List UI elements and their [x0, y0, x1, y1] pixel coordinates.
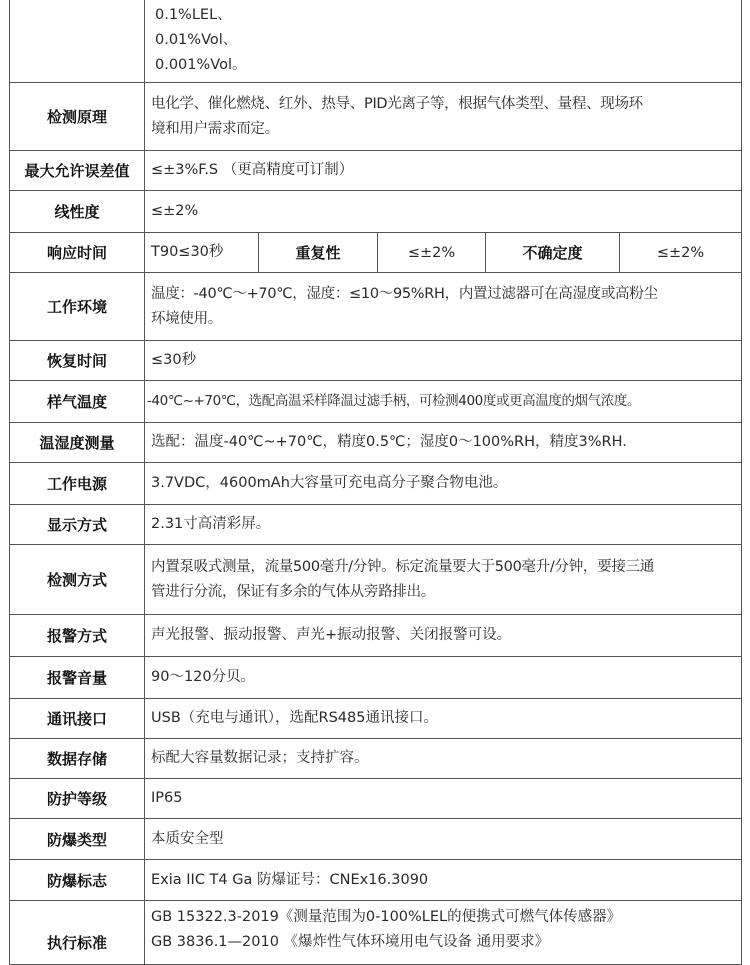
row-ex-mark: [10, 860, 742, 901]
row-alarm-volume: [10, 657, 742, 699]
row-recovery: [10, 341, 742, 381]
row-value: 2.31寸高清彩屏。: [145, 505, 742, 545]
row-label: 防爆标志: [10, 860, 145, 901]
row-label: 显示方式: [10, 505, 145, 545]
row-temp-humidity: [10, 423, 742, 463]
value-line: 0.1%LEL、: [155, 7, 232, 23]
row-label: 防护等级: [10, 779, 145, 819]
row-label: 防爆类型: [10, 819, 145, 860]
row-value: ≤30秒: [145, 341, 742, 381]
value-line: 0.01%Vol、: [155, 32, 238, 48]
row-sample-temp: [10, 381, 742, 423]
row-value: Exia IIC T4 Ga 防爆证号：CNEx16.3090: [145, 860, 742, 901]
row-value: 90～120分贝。: [145, 657, 742, 699]
row-value: [145, 273, 742, 341]
row-detection: [10, 545, 742, 615]
row-label: 执行标准: [10, 901, 145, 965]
value-line: 0.001%Vol。: [155, 57, 247, 73]
row-value: ≤±3%F.S （更高精度可订制）: [145, 151, 742, 191]
uncertainty-value: ≤±2%: [620, 233, 742, 273]
value-line: 环境使用。: [151, 310, 222, 327]
repeatability-value: ≤±2%: [378, 233, 486, 273]
row-value: [145, 901, 742, 965]
row-value: 3.7VDC，4600mAh大容量可充电高分子聚合物电池。: [145, 463, 742, 505]
row-value: 本质安全型: [145, 819, 742, 860]
repeatability-label: 重复性: [259, 233, 378, 273]
row-value: -40℃~+70℃，选配高温采样降温过滤手柄，可检测400度或更高温度的烟气浓度。: [145, 381, 742, 423]
row-value: ≤±2%: [145, 191, 742, 233]
row-label: 检测原理: [10, 83, 145, 151]
row-label: 温湿度测量: [10, 423, 145, 463]
value-line: 境和用户需求而定。: [151, 120, 279, 137]
value-line: 管进行分流，保证有多余的气体从旁路排出。: [151, 583, 435, 600]
row-standard: [10, 901, 742, 965]
value-line: 内置泵吸式测量，流量500毫升/分钟。标定流量要大于500毫升/分钟，要接三通: [151, 558, 654, 575]
row-value: IP65: [145, 779, 742, 819]
row-label: 工作环境: [10, 273, 145, 341]
row-label: 线性度: [10, 191, 145, 233]
row-value: [145, 83, 742, 151]
row-value: 选配：温度-40℃~+70℃，精度0.5℃；湿度0～100%RH，精度3%RH.: [145, 423, 742, 463]
row-label: 工作电源: [10, 463, 145, 505]
value-line: GB 15322.3-2019《测量范围为0-100%LEL的便携式可燃气体传感器》: [151, 909, 622, 925]
row-interface: [10, 699, 742, 739]
row-display: [10, 505, 742, 545]
row-label: 响应时间: [10, 233, 145, 273]
row-label: 通讯接口: [10, 699, 145, 739]
uncertainty-label: 不确定度: [486, 233, 620, 273]
row-label: 最大允许误差值: [10, 151, 145, 191]
row-ex-type: [10, 819, 742, 860]
row-resolution: [10, 0, 742, 83]
row-value: [145, 545, 742, 615]
row-response: [10, 233, 742, 273]
value-line: 温度：-40℃～+70℃，湿度：≤10～95%RH，内置过滤器可在高湿度或高粉尘: [151, 285, 658, 302]
row-power: [10, 463, 742, 505]
spec-table: [9, 0, 742, 965]
row-label: 样气温度: [10, 381, 145, 423]
row-value: 标配大容量数据记录；支持扩容。: [145, 739, 742, 779]
row-protection: [10, 779, 742, 819]
row-alarm-mode: [10, 615, 742, 657]
value-line: 电化学、催化燃烧、红外、热导、PID光离子等，根据气体类型、量程、现场环: [151, 95, 643, 112]
row-label: 数据存储: [10, 739, 145, 779]
row-label: 恢复时间: [10, 341, 145, 381]
row-label: 报警方式: [10, 615, 145, 657]
row-label: 检测方式: [10, 545, 145, 615]
row-linearity: [10, 191, 742, 233]
row-value: [145, 0, 742, 83]
row-label: 报警音量: [10, 657, 145, 699]
row-principle: [10, 83, 742, 151]
response-time-value: T90≤30秒: [145, 233, 259, 273]
row-value: 声光报警、振动报警、声光+振动报警、关闭报警可设。: [145, 615, 742, 657]
row-storage: [10, 739, 742, 779]
value-line: GB 3836.1—2010 《爆炸性气体环境用电气设备 通用要求》: [151, 934, 550, 950]
row-environment: [10, 273, 742, 341]
row-max-error: [10, 151, 742, 191]
row-label: [10, 0, 145, 83]
row-value: USB（充电与通讯），选配RS485通讯接口。: [145, 699, 742, 739]
